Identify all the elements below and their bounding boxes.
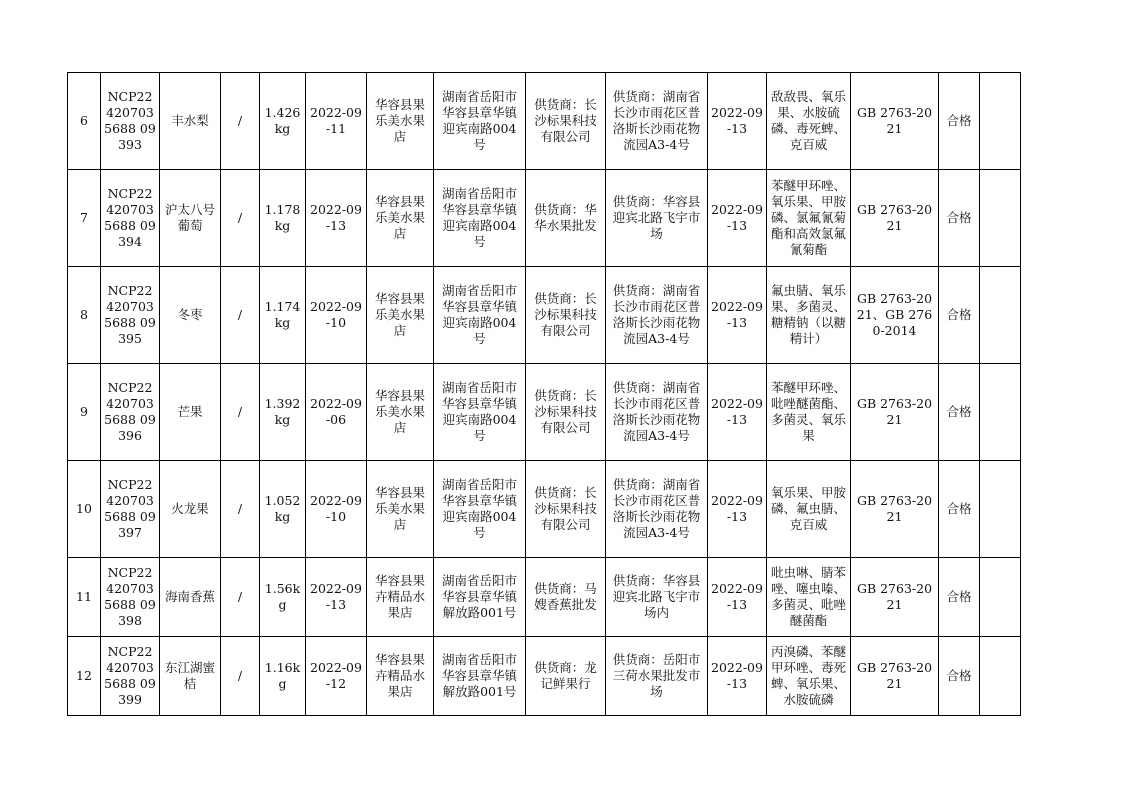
sample-code-cell: NCP224207035688 09398 [101,558,160,637]
production-date-cell: 2022-09-10 [306,267,367,364]
specification-cell: 1.174kg [260,267,306,364]
sample-code-cell: NCP224207035688 09393 [101,73,160,170]
producer-address-cell: 供货商：华容县迎宾北路飞宇市场内 [606,558,708,637]
result-cell: 合格 [939,364,980,461]
specification-cell: 1.16kg [260,637,306,716]
remark-cell [980,170,1021,267]
seller-address-cell: 湖南省岳阳市华容县章华镇迎宾南路004号 [434,364,526,461]
product-name-cell: 芒果 [160,364,221,461]
test-date-cell: 2022-09-13 [708,170,767,267]
seller-address-cell: 湖南省岳阳市华容县章华镇迎宾南路004号 [434,170,526,267]
production-date-cell: 2022-09-06 [306,364,367,461]
table-row [68,73,1021,170]
brand-cell: / [221,267,260,364]
product-name-cell: 沪太八号葡萄 [160,170,221,267]
standard-cell: GB 2763-2021 [851,73,939,170]
remark-cell [980,73,1021,170]
remark-cell [980,364,1021,461]
test-date-cell: 2022-09-13 [708,637,767,716]
seller-name-cell: 华容县果乐美水果店 [367,461,434,558]
seller-name-cell: 华容县果乐美水果店 [367,267,434,364]
product-name-cell: 东江湖蜜桔 [160,637,221,716]
result-cell: 合格 [939,558,980,637]
seller-address-cell: 湖南省岳阳市华容县章华镇迎宾南路004号 [434,73,526,170]
test-items-cell: 苯醚甲环唑、氧乐果、甲胺磷、氯氟氰菊酯和高效氯氟氰菊酯 [767,170,851,267]
sample-code-cell: NCP224207035688 09397 [101,461,160,558]
inspection-results-table [67,72,1021,716]
brand-cell: / [221,637,260,716]
seller-address-cell: 湖南省岳阳市华容县章华镇迎宾南路004号 [434,461,526,558]
standard-cell: GB 2763-2021、GB 2760-2014 [851,267,939,364]
test-items-cell: 丙溴磷、苯醚甲环唑、毒死蜱、氧乐果、水胺硫磷 [767,637,851,716]
seller-name-cell: 华容县果卉精品水果店 [367,558,434,637]
specification-cell: 1.426kg [260,73,306,170]
test-items-cell: 吡虫啉、腈苯唑、噻虫嗪、多菌灵、吡唑醚菌酯 [767,558,851,637]
production-date-cell: 2022-09-12 [306,637,367,716]
seller-address-cell: 湖南省岳阳市华容县章华镇解放路001号 [434,558,526,637]
product-name-cell: 海南香蕉 [160,558,221,637]
remark-cell [980,461,1021,558]
production-date-cell: 2022-09-11 [306,73,367,170]
producer-address-cell: 供货商：岳阳市三荷水果批发市场 [606,637,708,716]
test-items-cell: 氧乐果、甲胺磷、氟虫腈、克百威 [767,461,851,558]
test-date-cell: 2022-09-13 [708,461,767,558]
producer-name-cell: 供货商：长沙标果科技有限公司 [526,73,606,170]
producer-name-cell: 供货商：长沙标果科技有限公司 [526,461,606,558]
table-row [68,170,1021,267]
brand-cell: / [221,73,260,170]
table-row [68,558,1021,637]
specification-cell: 1.56kg [260,558,306,637]
standard-cell: GB 2763-2021 [851,170,939,267]
seller-address-cell: 湖南省岳阳市华容县章华镇迎宾南路004号 [434,267,526,364]
standard-cell: GB 2763-2021 [851,558,939,637]
seller-name-cell: 华容县果乐美水果店 [367,170,434,267]
standard-cell: GB 2763-2021 [851,637,939,716]
producer-name-cell: 供货商：长沙标果科技有限公司 [526,267,606,364]
sample-code-cell: NCP224207035688 09399 [101,637,160,716]
row-number-cell: 10 [68,461,101,558]
sample-code-cell: NCP224207035688 09395 [101,267,160,364]
brand-cell: / [221,170,260,267]
test-items-cell: 氟虫腈、氧乐果、多菌灵、糖精钠（以糖精计） [767,267,851,364]
standard-cell: GB 2763-2021 [851,364,939,461]
row-number-cell: 9 [68,364,101,461]
producer-address-cell: 供货商：湖南省长沙市雨花区普洛斯长沙雨花物流园A3-4号 [606,73,708,170]
specification-cell: 1.178kg [260,170,306,267]
producer-name-cell: 供货商：长沙标果科技有限公司 [526,364,606,461]
test-items-cell: 苯醚甲环唑、吡唑醚菌酯、多菌灵、氧乐果 [767,364,851,461]
seller-address-cell: 湖南省岳阳市华容县章华镇解放路001号 [434,637,526,716]
row-number-cell: 6 [68,73,101,170]
test-date-cell: 2022-09-13 [708,267,767,364]
row-number-cell: 12 [68,637,101,716]
table-row [68,364,1021,461]
brand-cell: / [221,364,260,461]
producer-name-cell: 供货商：华华水果批发 [526,170,606,267]
seller-name-cell: 华容县果乐美水果店 [367,364,434,461]
producer-address-cell: 供货商：湖南省长沙市雨花区普洛斯长沙雨花物流园A3-4号 [606,461,708,558]
test-items-cell: 敌敌畏、氧乐果、水胺硫磷、毒死蜱、克百威 [767,73,851,170]
brand-cell: / [221,558,260,637]
remark-cell [980,267,1021,364]
brand-cell: / [221,461,260,558]
producer-address-cell: 供货商：华容县迎宾北路飞宇市场 [606,170,708,267]
seller-name-cell: 华容县果乐美水果店 [367,73,434,170]
result-cell: 合格 [939,637,980,716]
production-date-cell: 2022-09-10 [306,461,367,558]
producer-address-cell: 供货商：湖南省长沙市雨花区普洛斯长沙雨花物流园A3-4号 [606,364,708,461]
test-date-cell: 2022-09-13 [708,364,767,461]
result-cell: 合格 [939,73,980,170]
product-name-cell: 丰水梨 [160,73,221,170]
result-cell: 合格 [939,170,980,267]
row-number-cell: 11 [68,558,101,637]
table-row [68,461,1021,558]
standard-cell: GB 2763-2021 [851,461,939,558]
test-date-cell: 2022-09-13 [708,558,767,637]
specification-cell: 1.392kg [260,364,306,461]
production-date-cell: 2022-09-13 [306,170,367,267]
remark-cell [980,637,1021,716]
product-name-cell: 火龙果 [160,461,221,558]
table-row [68,637,1021,716]
row-number-cell: 7 [68,170,101,267]
table-body [68,73,1021,716]
producer-name-cell: 供货商：龙记鲜果行 [526,637,606,716]
product-name-cell: 冬枣 [160,267,221,364]
producer-name-cell: 供货商：马嫂香蕉批发 [526,558,606,637]
producer-address-cell: 供货商：湖南省长沙市雨花区普洛斯长沙雨花物流园A3-4号 [606,267,708,364]
row-number-cell: 8 [68,267,101,364]
sample-code-cell: NCP224207035688 09394 [101,170,160,267]
table-row [68,267,1021,364]
production-date-cell: 2022-09-13 [306,558,367,637]
result-cell: 合格 [939,267,980,364]
result-cell: 合格 [939,461,980,558]
sample-code-cell: NCP224207035688 09396 [101,364,160,461]
seller-name-cell: 华容县果卉精品水果店 [367,637,434,716]
remark-cell [980,558,1021,637]
test-date-cell: 2022-09-13 [708,73,767,170]
specification-cell: 1.052kg [260,461,306,558]
